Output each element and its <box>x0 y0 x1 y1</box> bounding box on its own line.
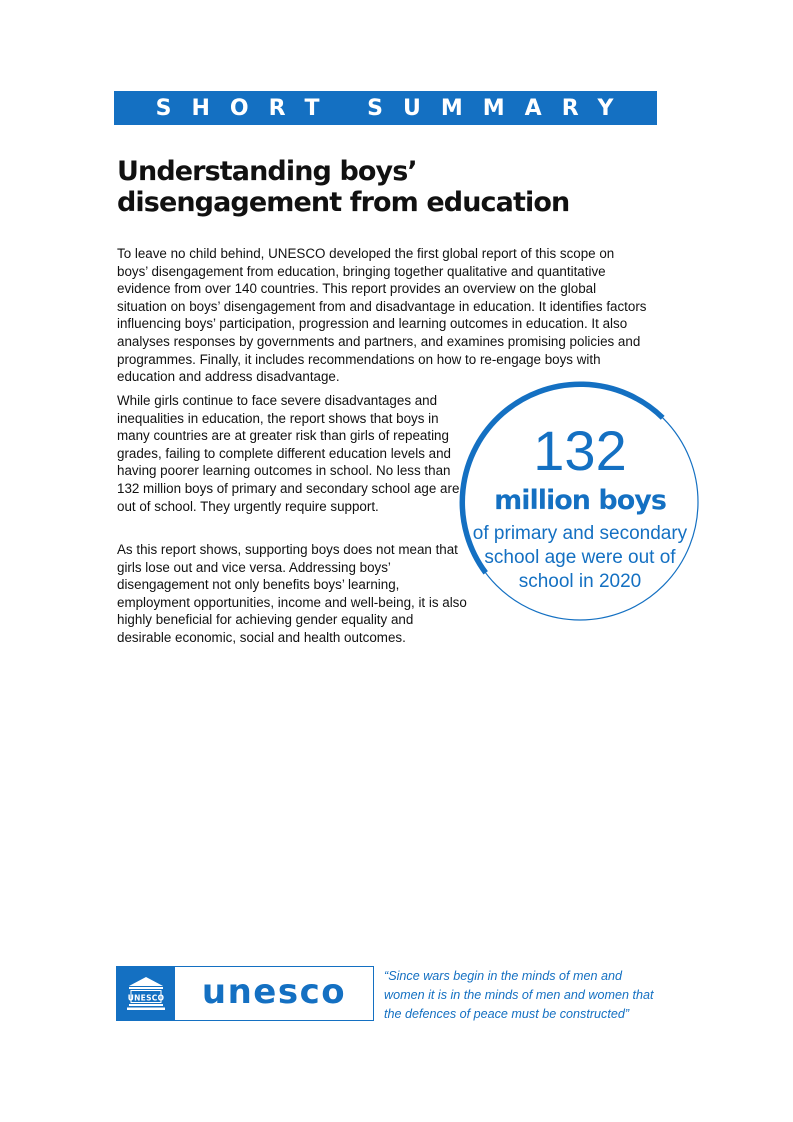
temple-icon <box>117 967 175 1020</box>
temple-icon-graphic <box>126 974 166 1014</box>
unesco-quote: “Since wars begin in the minds of men and women it is in the minds of men and women that the defences of peace must be constructed” <box>384 969 654 1021</box>
stat-description: of primary and secondary school age were out of school in 2020 <box>472 523 688 592</box>
unesco-logo <box>116 966 374 1021</box>
risk-paragraph: While girls continue to face severe disadvantages and inequalities in education, the report shows that boys in many countries are at greater risk than girls of repeating grades, failing to complete different education levels and having poorer learning outcomes in school. No less than 132 million boys of primary and secondary school age are out of school. They urgently require support. <box>117 393 460 514</box>
benefits-paragraph: As this report shows, supporting boys does not mean that girls lose out and vice versa. Addressing boys’ disengagement not only benefits boys’ learning, employment opportunities, income and well-being, it is also highly beneficial for achieving gender equality and desirable economic, social and health outcomes. <box>117 542 467 645</box>
emblem-text: UNESCO <box>127 993 165 1002</box>
stat-unit: million boys <box>494 485 666 516</box>
section-banner <box>114 91 657 125</box>
page-title: Understanding boys’ disengagement from education <box>117 156 570 218</box>
intro-paragraph: To leave no child behind, UNESCO developed the first global report of this scope on boys’ disengagement from education, bringing together qualitative and quantitative evidence from over 140 countries. This report provides an overview on the global situation on boys’ disengagement from and disadvantage in education. It identifies factors influencing boys’ participation, progression and learning outcomes in education. It also analyses responses by governments and partners, and examines promising policies and programmes. Finally, it includes recommendations on how to re-engage boys with education and address disadvantage. <box>117 246 647 385</box>
stat-number: 132 <box>533 419 627 482</box>
banner-text: SHORT SUMMARY <box>155 95 634 121</box>
logo-wordmark: unesco <box>201 971 347 1012</box>
